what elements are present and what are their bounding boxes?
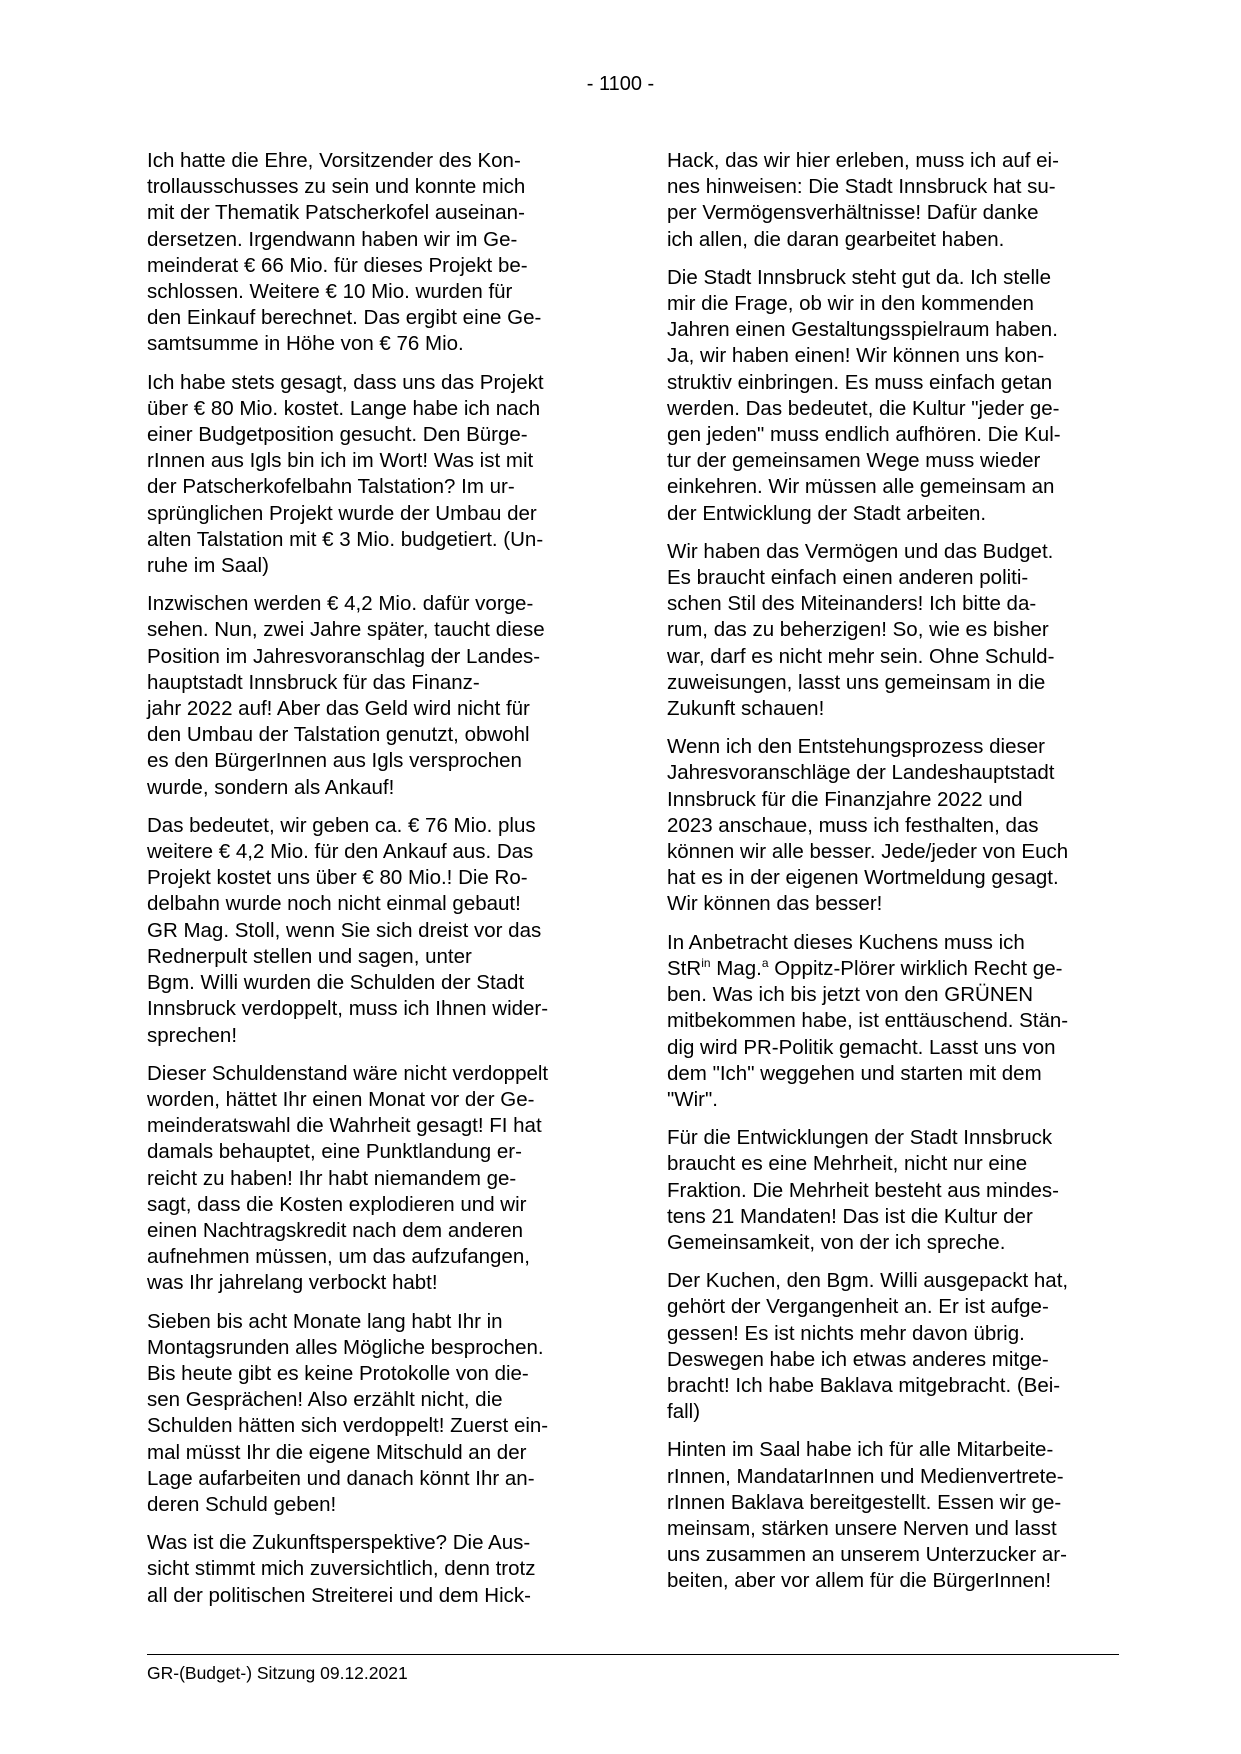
title-abbreviation: StR: [667, 956, 702, 980]
paragraph: Die Stadt Innsbruck steht gut da. Ich stelle mir die Frage, ob wir in den kommenden Jahren einen Gestaltungsspielraum haben. Ja, wir haben einen! Wir können uns kon- struktiv einbringen. Es muss einfach getan werden. Das bedeutet, die Kultur "jeder ge- gen jeden" muss endlich aufhören. Die Kul- tur der gemeinsamen Wege muss wieder einkehren. Wir müssen alle gemeinsam an der Entwicklung der Stadt arbeiten.: [667, 265, 1061, 525]
paragraph: Dieser Schuldenstand wäre nicht verdoppelt worden, hättet Ihr einen Monat vor der Ge- meinderatswahl die Wahrheit gesagt! FI hat damals behauptet, eine Punktlandung er- reicht zu haben! Ihr habt niemandem ge- sagt, dass die Kosten explodieren und wir einen Nachtragskredit nach dem anderen aufnehmen müssen, um das aufzufangen, was Ihr jahrelang verbockt habt!: [147, 1061, 549, 1295]
footer-session-label: GR-(Budget-) Sitzung 09.12.2021: [147, 1663, 408, 1683]
paragraph-rest: ben. Was ich bis jetzt von den GRÜNEN mitbekommen habe, ist enttäuschend. Stän- dig wird PR-Politik gemacht. Lasst uns von dem "Ich" weggehen und starten mit dem "Wir".: [667, 983, 1069, 1111]
paragraph: Sieben bis acht Monate lang habt Ihr in Montagsrunden alles Mögliche besprochen. Bis heute gibt es keine Protokolle von die- sen Gesprächen! Also erzählt nicht, die Schulden hätten sich verdoppelt! Zuerst ein- mal müsst Ihr die eigene Mitschuld an der Lage aufarbeiten und danach könnt Ihr an- deren Schuld geben!: [147, 1309, 549, 1516]
superscript: in: [701, 956, 711, 971]
paragraph: Hinten im Saal habe ich für alle Mitarbeite- rInnen, MandatarInnen und Medienvertrete- rInnen Baklava bereitgestellt. Essen wir ge- meinsam, stärken unsere Nerven und lasst uns zusammen an unserem Unterzucker ar- beiten, aber vor allem für die BürgerInnen!: [667, 1438, 1067, 1593]
paragraph: Ich hatte die Ehre, Vorsitzender des Kon- trollausschusses zu sein und konnte mich mit der Thematik Patscherkofel auseinan- dersetzen. Irgendwann haben wir im Ge- meinderat € 66 Mio. für dieses Projekt be- schlossen. Weitere € 10 Mio. wurden für den Einkauf berechnet. Das ergibt eine Ge- samtsumme in Höhe von € 76 Mio.: [147, 149, 542, 356]
paragraph: Der Kuchen, den Bgm. Willi ausgepackt hat, gehört der Vergangenheit an. Er ist aufge- gessen! Es ist nichts mehr davon übrig. Deswegen habe ich etwas anderes mitge- bracht! Ich habe Baklava mitgebracht. (Bei- fall): [667, 1269, 1069, 1424]
paragraph: Was ist die Zukunftsperspektive? Die Aus- sicht stimmt mich zuversichtlich, denn trotz all der politischen Streiterei und dem Hick-: [147, 1531, 536, 1607]
paragraph: Inzwischen werden € 4,2 Mio. dafür vorge- sehen. Nun, zwei Jahre später, taucht diese Position im Jahresvoranschlag der Landes- hauptstadt Innsbruck für das Finanz- jahr 2022 auf! Aber das Geld wird nicht für den Umbau der Talstation genutzt, obwohl es den BürgerInnen aus Igls versprochen wurde, sondern als Ankauf!: [147, 592, 545, 799]
paragraph: Das bedeutet, wir geben ca. € 76 Mio. plus weitere € 4,2 Mio. für den Ankauf aus. Das Projekt kostet uns über € 80 Mio.! Die Ro- delbahn wurde noch nicht einmal gebaut! GR Mag. Stoll, wenn Sie sich dreist vor das Rednerpult stellen und sagen, unter Bgm. Willi wurden die Schulden der Stadt Innsbruck verdoppelt, muss ich Ihnen wider- sprechen!: [147, 813, 549, 1047]
right-column: [667, 148, 1117, 1607]
superscript: a: [761, 956, 769, 971]
paragraph: Wenn ich den Entstehungsprozess dieser Jahresvoranschläge der Landeshauptstadt Innsbruck für die Finanzjahre 2022 und 2023 anschaue, muss ich festhalten, das können wir alle besser. Jede/jeder von Euch hat es in der eigenen Wortmeldung gesagt. Wir können das besser!: [667, 735, 1069, 916]
paragraph: Wir haben das Vermögen und das Budget. Es braucht einfach einen anderen politi- schen Stil des Miteinanders! Ich bitte da- rum, das zu beherzigen! So, wie es bisher war, darf es nicht mehr sein. Ohne Schuld- zuweisungen, lasst uns gemeinsam in die Zukunft schauen!: [667, 539, 1055, 721]
paragraph-line: Oppitz-Plörer wirklich Recht ge-: [768, 956, 1063, 980]
paragraph-with-superscripts: [667, 930, 1117, 1113]
paragraph-line: In Anbetracht dieses Kuchens muss ich: [667, 930, 1025, 954]
page-number: - 1100 -: [586, 73, 655, 95]
paragraph: Für die Entwicklungen der Stadt Innsbruck braucht es eine Mehrheit, nicht nur eine Fraktion. Die Mehrheit besteht aus mindes- tens 21 Mandaten! Das ist die Kultur der Gemeinsamkeit, von der ich spreche.: [667, 1126, 1059, 1254]
paragraph: Hack, das wir hier erleben, muss ich auf ei- nes hinweisen: Die Stadt Innsbruck hat su- per Vermögensverhältnisse! Dafür danke ich allen, die daran gearbeitet haben.: [667, 149, 1059, 251]
paragraph: Ich habe stets gesagt, dass uns das Projekt über € 80 Mio. kostet. Lange habe ich nach einer Budgetposition gesucht. Den Bürge- rInnen aus Igls bin ich im Wort! Was ist mit der Patscherkofelbahn Talstation? Im ur- sprünglichen Projekt wurde der Umbau der alten Talstation mit € 3 Mio. budgetiert. (Un- ruhe im Saal): [147, 370, 544, 578]
footer-divider: [147, 1654, 1119, 1655]
left-column: [147, 148, 597, 1621]
title-abbreviation: Mag.: [710, 956, 762, 980]
